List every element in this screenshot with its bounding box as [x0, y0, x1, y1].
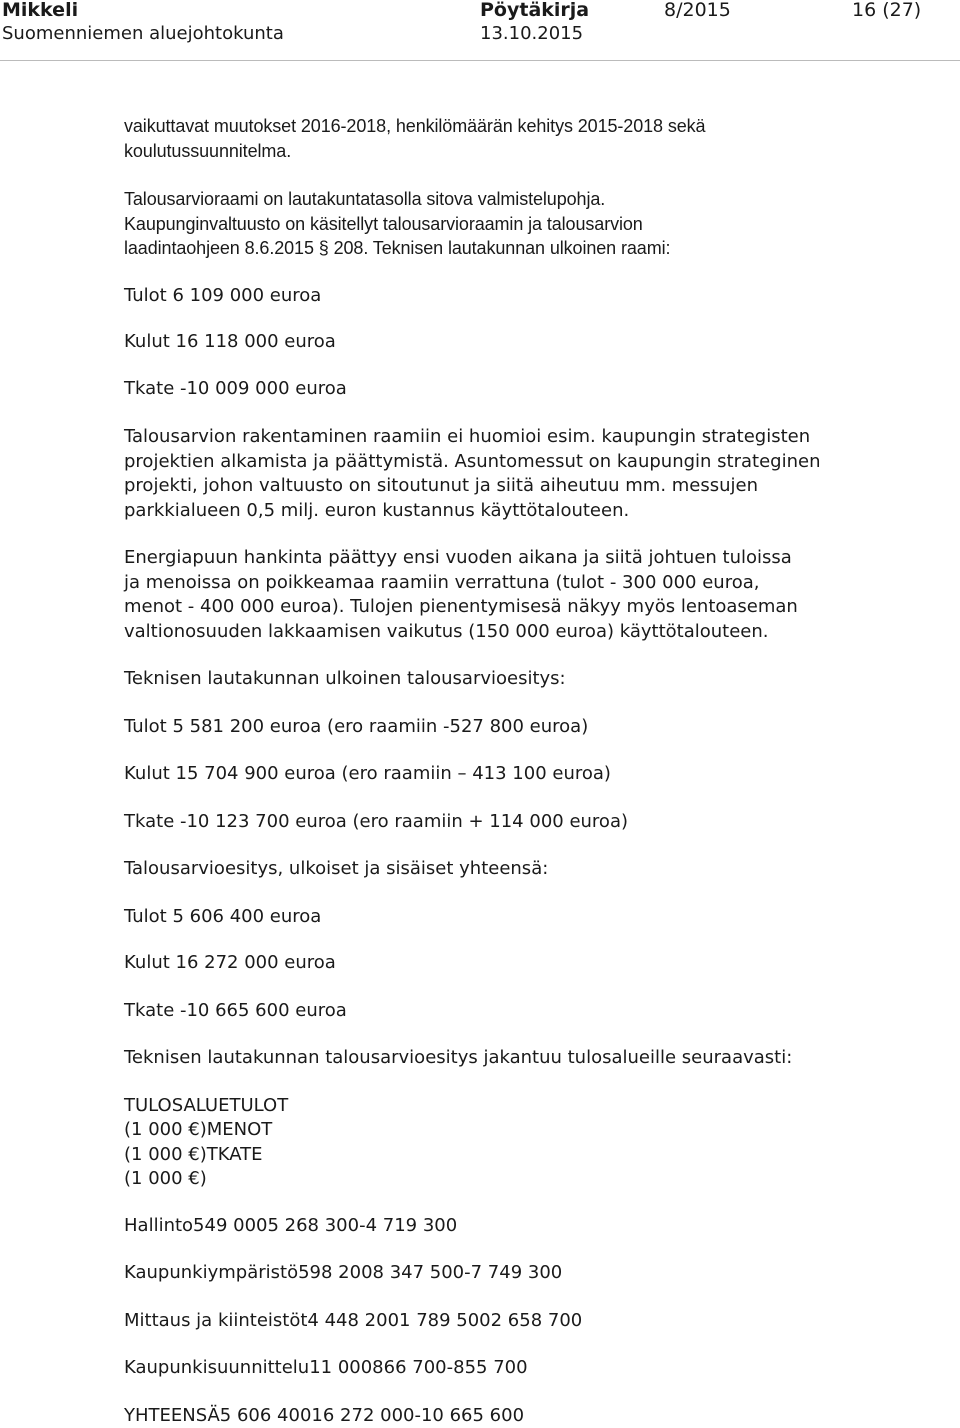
meeting-date: 13.10.2015	[480, 22, 583, 46]
paragraph: Tkate -10 665 600 euroa	[124, 999, 864, 1024]
organization-name: Mikkeli	[2, 0, 78, 22]
paragraph: Tulot 5 606 400 euroa	[124, 905, 864, 930]
paragraph: Tkate -10 009 000 euroa	[124, 377, 864, 402]
paragraph: Kulut 16 272 000 euroa	[124, 951, 864, 976]
paragraph: Talousarvion rakentaminen raamiin ei huomioi esim. kaupungin strategisten projektien alkamista ja päättymistä. Asuntomessut on kaupungin strateginen projekti, johon valtuusto on sitoutunut ja siitä aiheutuu mm. messujen parkkialueen 0,5 milj. euron kustannus käyttötalouteen.	[124, 425, 864, 523]
table-row: Kaupunkiympäristö598 2008 347 500-7 749 300	[124, 1261, 864, 1286]
table-row: Kaupunkisuunnittelu11 000866 700-855 700	[124, 1356, 864, 1381]
table-total-row: YHTEENSÄ5 606 40016 272 000-10 665 600	[124, 1404, 864, 1428]
organization-unit: Suomenniemen aluejohtokunta	[2, 22, 284, 46]
page-number: 16 (27)	[852, 0, 921, 22]
paragraph: Teknisen lautakunnan talousarvioesitys jakantuu tulosalueille seuraavasti:	[124, 1046, 864, 1071]
paragraph: Energiapuun hankinta päättyy ensi vuoden aikana ja siitä johtuen tuloissa ja menoissa on poikkeamaa raamiin verrattuna (tulot - 300 000 euroa, menot - 400 000 euroa). Tulojen pienentymisesä näkyy myös lentoaseman valtionosuuden lakkaamisen vaikutus (150 000 euroa) käyttötalouteen.	[124, 546, 864, 644]
paragraph: vaikuttavat muutokset 2016-2018, henkilömäärän kehitys 2015-2018 sekä koulutussuunnitelma.	[124, 114, 864, 163]
paragraph: Tkate -10 123 700 euroa (ero raamiin + 114 000 euroa)	[124, 810, 864, 835]
document-body	[124, 114, 864, 1428]
paragraph: Talousarvioraami on lautakuntatasolla sitova valmistelupohja. Kaupunginvaltuusto on käsitellyt talousarvioraamin ja talousarvion laadintaohjeen 8.6.2015 § 208. Teknisen lautakunnan ulkoinen raami:	[124, 187, 864, 261]
paragraph: Talousarvioesitys, ulkoiset ja sisäiset yhteensä:	[124, 857, 864, 882]
paragraph: Tulot 6 109 000 euroa	[124, 284, 864, 309]
paragraph: Tulot 5 581 200 euroa (ero raamiin -527 800 euroa)	[124, 715, 864, 740]
paragraph: Kulut 15 704 900 euroa (ero raamiin – 413 100 euroa)	[124, 762, 864, 787]
table-row: Hallinto549 0005 268 300-4 719 300	[124, 1214, 864, 1239]
table-header: TULOSALUETULOT (1 000 €)MENOT (1 000 €)TKATE (1 000 €)	[124, 1094, 864, 1192]
paragraph: Teknisen lautakunnan ulkoinen talousarvioesitys:	[124, 667, 864, 692]
document-number: 8/2015	[664, 0, 731, 22]
document-type: Pöytäkirja	[480, 0, 589, 22]
paragraph: Kulut 16 118 000 euroa	[124, 330, 864, 355]
table-row: Mittaus ja kiinteistöt4 448 2001 789 5002 658 700	[124, 1309, 864, 1334]
header-divider	[0, 60, 960, 61]
page-header	[0, 0, 960, 60]
